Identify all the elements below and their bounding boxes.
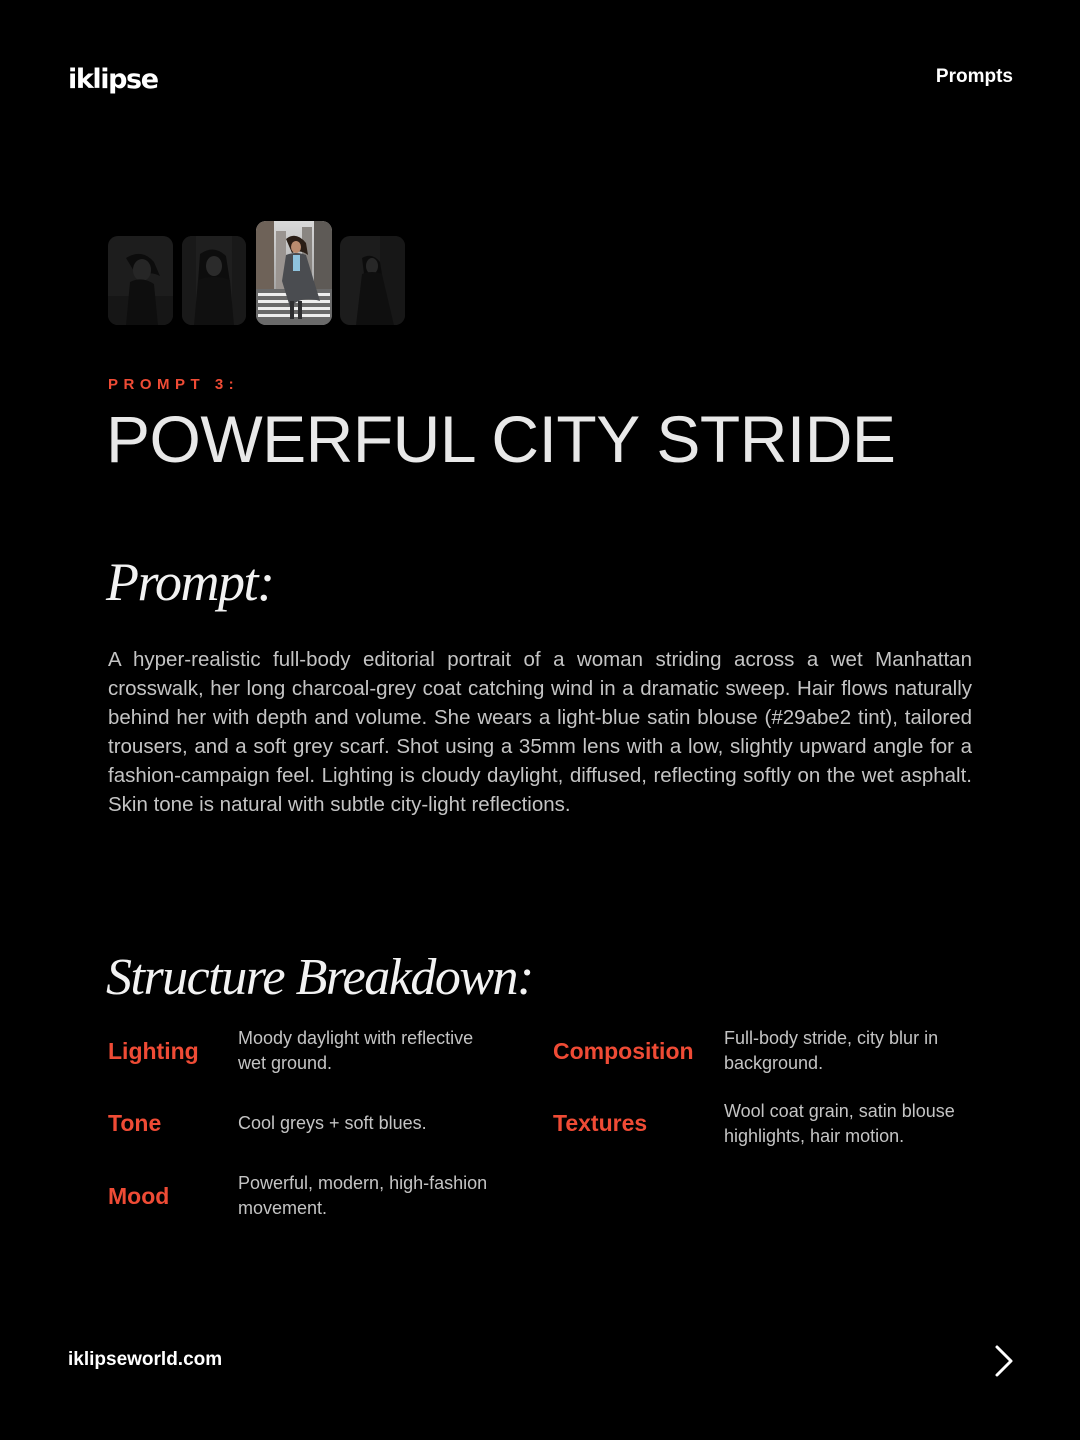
photo-thumbnail-icon [108,236,173,325]
thumbnail-1[interactable] [108,236,173,325]
brand-logo[interactable]: iklipse [68,64,158,95]
structure-heading: Structure Breakdown: [106,949,533,1006]
thumbnail-3-active[interactable] [256,221,332,325]
prompt-number-label: PROMPT 3: [108,376,240,393]
thumbnail-4[interactable] [340,236,405,325]
prompt-text: A hyper-realistic full-body editorial portrait of a woman striding across a wet Manhattan crosswalk, her long charcoal-grey coat catching wind in a dramatic sweep. Hair flows naturally behind her with depth and volume. She wears a light-blue satin blouse (#29abe2 tint), tailored trousers, and a soft grey scarf. Shot using a 35mm lens with a low, slightly upward angle for a fashion-campaign feel. Lighting is cloudy daylight, diffused, reflecting softly on the wet asphalt. Skin tone is natural with subtle city-light reflections. [108,648,972,816]
breakdown-label-tone: Tone [108,1110,162,1136]
breakdown-label-lighting: Lighting [108,1038,199,1064]
prompt-heading: Prompt: [106,552,274,612]
breakdown-value-textures: Wool coat grain, satin blouse highlights, hair motion. [724,1101,955,1146]
breakdown-value-composition: Full-body stride, city blur in background. [724,1028,939,1073]
breakdown-label-mood: Mood [108,1183,170,1209]
thumbnail-2[interactable] [182,236,246,325]
photo-thumbnail-icon [340,236,405,325]
next-page-button[interactable] [990,1342,1018,1380]
photo-thumbnail-icon [182,236,246,325]
footer-website-link[interactable]: iklipseworld.com [68,1349,223,1370]
breakdown-label-textures: Textures [553,1110,648,1136]
breakdown-value-mood: Powerful, modern, high-fashion movement. [238,1173,488,1218]
breakdown-value-lighting: Moody daylight with reflective wet ground. [238,1028,474,1073]
chevron-right-icon [990,1342,1018,1380]
thumbnail-carousel [108,221,408,325]
breakdown-value-tone: Cool greys + soft blues. [238,1113,427,1133]
breakdown-label-composition: Composition [553,1038,694,1064]
page-title: POWERFUL CITY STRIDE [106,402,896,476]
photo-thumbnail-icon [256,221,332,325]
nav-prompts-link[interactable]: Prompts [935,66,1013,87]
